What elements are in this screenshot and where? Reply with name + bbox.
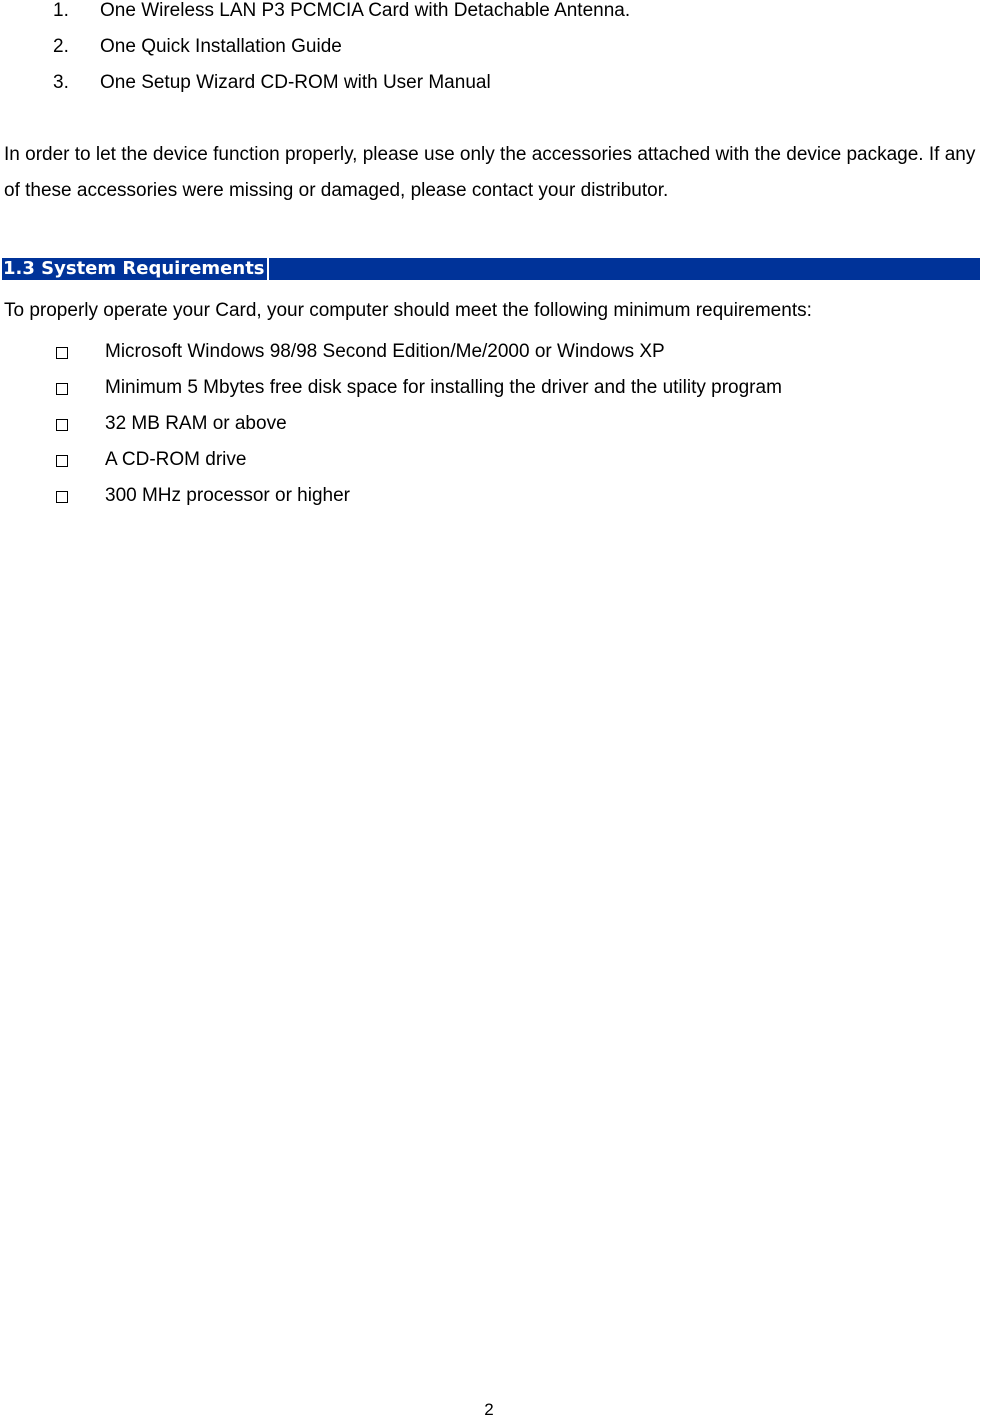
checkbox-square-icon [56, 455, 68, 467]
list-item [0, 0, 982, 36]
page-number: 2 [484, 1400, 494, 1419]
requirement-text: Microsoft Windows 98/98 Second Edition/Me/2000 or Windows XP [105, 341, 665, 362]
checkbox-square-icon [56, 491, 68, 503]
item-number: 2. [53, 36, 69, 57]
checkbox-square-icon [56, 383, 68, 395]
item-number: 1. [53, 0, 69, 21]
list-item [0, 36, 982, 72]
section-header-bar [2, 258, 980, 280]
item-text: One Quick Installation Guide [100, 36, 342, 57]
requirement-text: 32 MB RAM or above [105, 413, 287, 434]
item-text: One Wireless LAN P3 PCMCIA Card with Detachable Antenna. [100, 0, 631, 21]
checkbox-square-icon [56, 347, 68, 359]
checkbox-square-icon [56, 419, 68, 431]
list-item [0, 377, 982, 413]
list-item [0, 449, 982, 485]
item-text: One Setup Wizard CD-ROM with User Manual [100, 72, 491, 93]
item-number: 3. [53, 72, 69, 93]
list-item [0, 485, 982, 521]
requirement-text: 300 MHz processor or higher [105, 485, 350, 506]
section-title: 1.3 System Requirements [2, 258, 269, 280]
requirement-text: A CD-ROM drive [105, 449, 247, 470]
list-item [0, 72, 982, 108]
list-item [0, 413, 982, 449]
requirements-intro: To properly operate your Card, your computer should meet the following minimum requirements: [4, 300, 812, 321]
list-item [0, 341, 982, 377]
notice-paragraph: In order to let the device function properly, please use only the accessories attached with the device package. If any of these accessories were missing or damaged, please contact your distributor. [4, 144, 976, 201]
requirement-text: Minimum 5 Mbytes free disk space for installing the driver and the utility program [105, 377, 782, 398]
